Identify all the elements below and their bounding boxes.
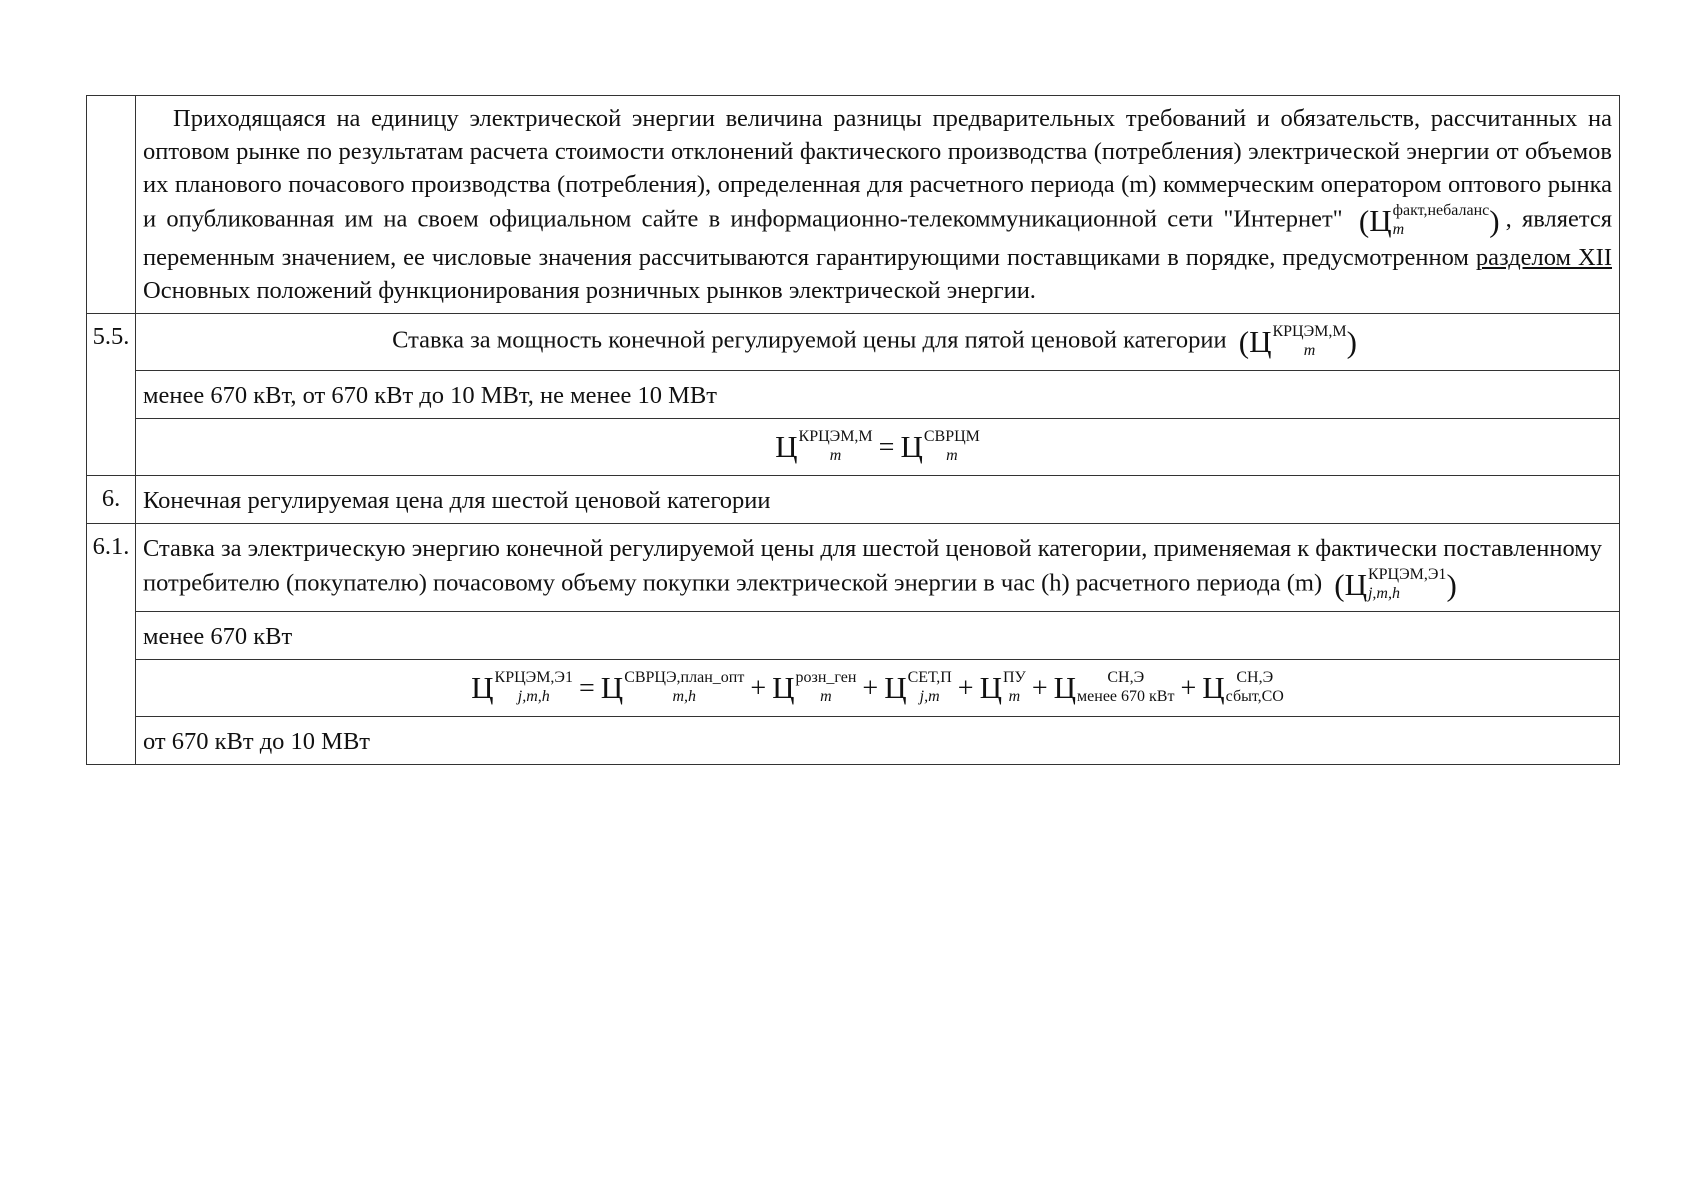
table-row-6-1-sub2: [87, 717, 1620, 765]
row-6-1-sub1: менее 670 кВт: [136, 612, 1620, 660]
row-number-empty: [87, 96, 136, 314]
table-row-6: [87, 476, 1620, 524]
row-number-6: 6.: [87, 476, 136, 524]
table-row-6-1-sub1: [87, 612, 1620, 660]
row-6-1-sub2: от 670 кВт до 10 МВт: [136, 717, 1620, 765]
tariff-table: [86, 95, 1620, 765]
row-6-1-text: Ставка за электрическую энергию конечной регулируемой цены для шестой ценовой категории, применяемая к фактически поставленному потребителю (покупателю) почасовому объему покупки электрической энергии в час (h) расчетного периода (m): [143, 535, 1603, 597]
intro-paragraph: [143, 96, 1612, 313]
intro-text-before: Приходящаяся на единицу электрической энергии величина разницы предварительных требований и обязательств, рассчитанных на оптовом рынке по результатам расчета стоимости отклонений фактического производства (потребления) электрической энергии от объемов их планового почасового производства (потребления), определенная для расчетного периода (m) коммерческим оператором оптового рынка и опубликованная им на своем официальном сайте в информационно-телекоммуникационной сети "Интернет": [143, 105, 1612, 233]
formula-6-1: Ц КРЦЭМ,Э1 j,m,h = Ц СВРЦЭ,план_опт m,h + Ц розн_ген m + Ц СЕТ,П j,m + Ц ПУ m + Ц СН,Э менее 670 кВт + Ц СН,Э сбыт,СО: [471, 669, 1284, 705]
formula-5-5: Ц КРЦЭМ,М m = Ц СВРЦМ m: [775, 428, 980, 464]
row-5-5-title: [136, 314, 1620, 371]
table-row-intro: [87, 96, 1620, 314]
table-row-6-1-formula: [87, 660, 1620, 717]
section-xii-link[interactable]: разделом XII: [1475, 244, 1612, 271]
table-row-5-5-sub: [87, 371, 1620, 419]
table-row-6-1: [87, 524, 1620, 612]
row-5-5-title-text: Ставка за мощность конечной регулируемой цены для пятой ценовой категории: [392, 326, 1227, 354]
row-6-text: Конечная регулируемая цена для шестой ценовой категории: [136, 476, 1620, 524]
intro-cell: [136, 96, 1620, 314]
intro-text-after: , является переменным значением, ее числовые значения рассчитываются гарантирующими поставщиками в порядке, предусмотренном: [143, 205, 1612, 271]
symbol-fakt-nebalans: ( Ц факт,небаланс m ): [1358, 202, 1500, 239]
intro-text-end: Основных положений функционирования розничных рынков электрической энергии.: [143, 277, 1036, 304]
row-number-5-5: 5.5.: [87, 314, 136, 476]
row-6-1-formula: [136, 660, 1620, 717]
table-row-5-5: [87, 314, 1620, 371]
symbol-krcem-m: ( Ц КРЦЭМ,М m ): [1238, 323, 1357, 360]
row-number-6-1: 6.1.: [87, 524, 136, 765]
row-6-1-text-cell: [136, 524, 1620, 612]
row-5-5-formula: [136, 419, 1620, 476]
row-5-5-subtitle: менее 670 кВт, от 670 кВт до 10 МВт, не менее 10 МВт: [136, 371, 1620, 419]
symbol-krcem-e1: ( Ц КРЦЭМ,Э1 j,m,h ): [1334, 566, 1457, 603]
table-row-5-5-formula: [87, 419, 1620, 476]
